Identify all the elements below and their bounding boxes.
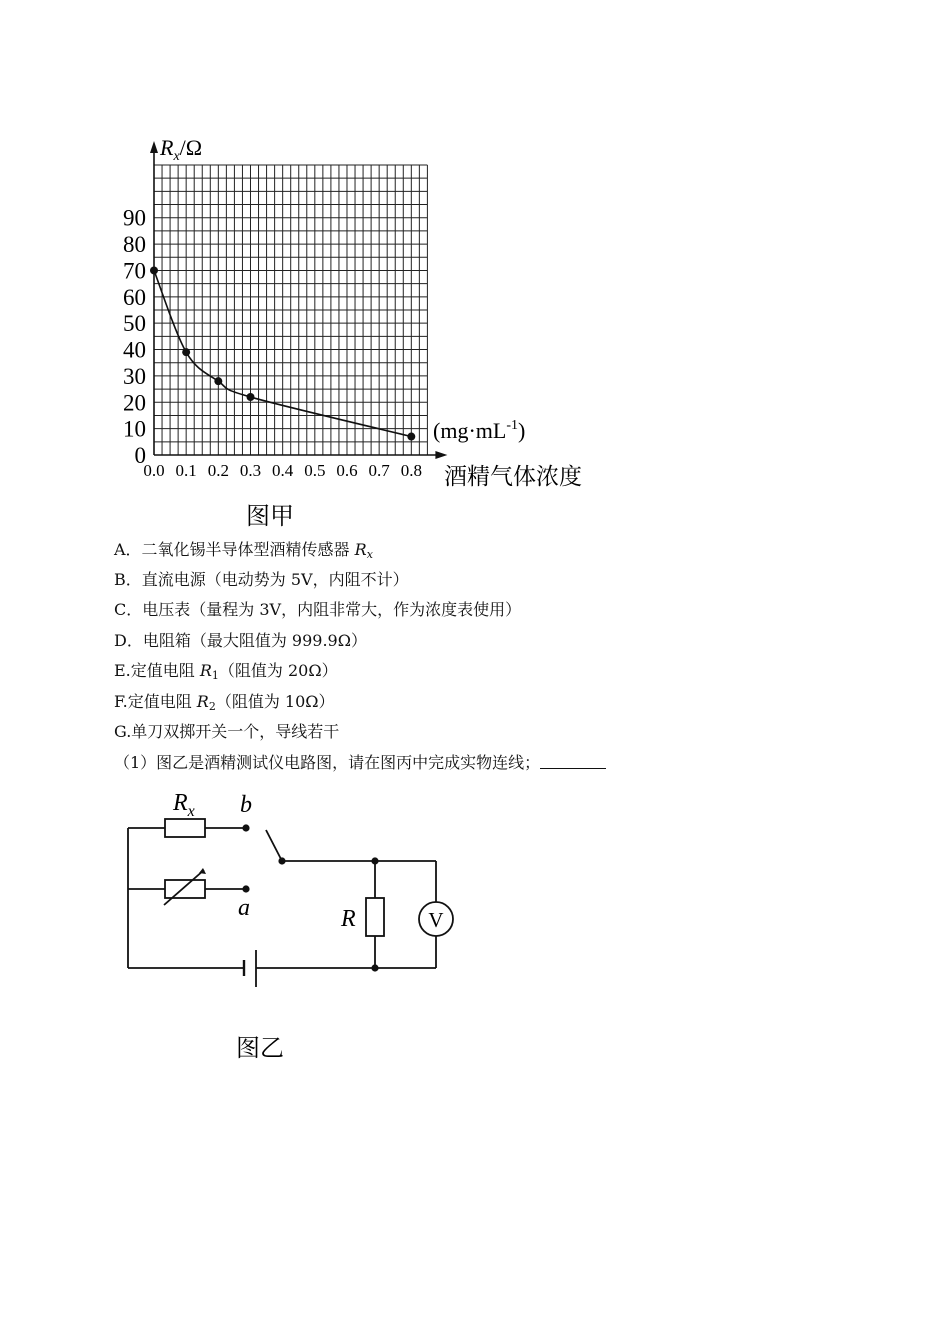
variable-arrowhead [199,868,206,874]
x-axis-label: 酒精气体浓度 [444,464,582,490]
data-point [407,433,415,441]
rx-concentration-graph [0,0,950,540]
variable-resistor [165,880,205,898]
item-f: F.定值电阻 $R_2$（阻值为 10Ω） [114,692,335,713]
data-point [214,377,222,385]
x-tick-label: 0.6 [336,461,358,480]
terminal-b-label: b [240,792,252,818]
x-axis-arrow [435,451,447,459]
variable-arrow [164,870,204,905]
y-axis-label: $R_x/\Omega$ [160,135,203,164]
r-label: R [341,906,356,932]
y-tick-label: 50 [123,311,146,337]
terminal-a-dot [242,885,249,892]
y-tick-label: 20 [123,390,146,416]
item-d: D．电阻箱（最大阻值为 999.9Ω） [114,631,367,650]
x-tick-label: 0.4 [272,461,294,480]
terminal-a-label: a [238,895,250,921]
x-tick-label: 0.7 [368,461,390,480]
node-bottom [371,964,378,971]
voltmeter-label: V [428,908,444,932]
voltmeter [419,902,453,936]
y-axis-arrow [150,141,158,153]
rx-resistor [165,819,205,837]
graph-grid [154,165,427,455]
data-point [246,393,254,401]
x-tick-label: 0.8 [400,461,422,480]
graph-tick-labels [123,206,422,480]
answer-blank[interactable] [540,754,606,769]
figure-caption-yi: 图乙 [236,1034,284,1062]
x-tick-label: 0.0 [143,461,165,480]
x-tick-label: 0.1 [175,461,197,480]
y-tick-label: 80 [123,232,146,258]
x-tick-label: 0.2 [207,461,229,480]
node-top [371,857,378,864]
data-point [150,266,158,274]
y-tick-label: 60 [123,284,146,310]
item-b: B．直流电源（电动势为 5V，内阻不计） [114,570,409,589]
item-e: E.定值电阻 $R_1$（阻值为 20Ω） [114,661,338,682]
x-tick-label: 0.5 [304,461,326,480]
y-tick-label: 90 [123,205,146,231]
x-tick-label: 0.3 [239,461,262,480]
y-tick-label: 0 [134,443,146,468]
y-tick-label: 10 [123,416,146,442]
y-tick-label: 40 [123,337,146,363]
switch-pivot [278,857,285,864]
terminal-b-dot [242,824,249,831]
item-c: C．电压表（量程为 3V，内阻非常大，作为浓度表使用） [114,600,522,619]
y-tick-label: 30 [123,363,146,389]
r-resistor [366,898,384,936]
item-g: G.单刀双掷开关一个，导线若干 [114,722,340,741]
y-tick-label: 70 [123,258,146,284]
x-unit-label: $(mg\cdot mL^{-1})$ [433,418,526,443]
figure-caption-jia: 图甲 [246,502,294,530]
question-1: （1）图乙是酒精测试仪电路图，请在图丙中完成实物连线； [114,753,606,773]
data-point [182,348,190,356]
item-a: A．二氧化锡半导体型酒精传感器 $R_x$ [114,540,373,561]
rx-label: $R_x$ [173,790,195,820]
switch-blade [266,830,282,861]
